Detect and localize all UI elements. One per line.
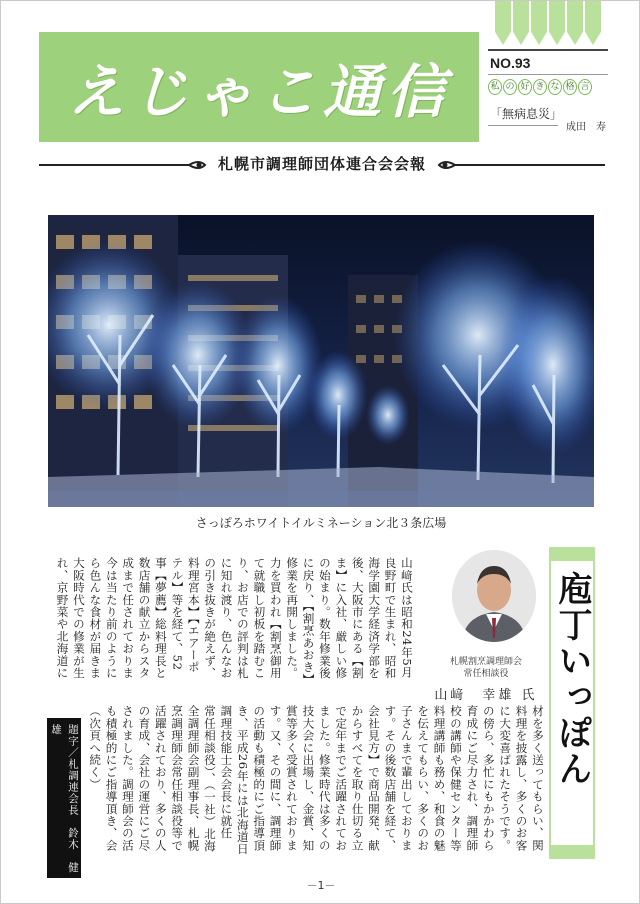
article-column: の活動も積極的にご指導頂 [252, 705, 267, 852]
article-column: す。又、その間に、調理師 [268, 705, 283, 852]
article-column: テル】等を経て、52 [170, 557, 185, 671]
article-column: 材を多く送ってもらい、関 [530, 705, 545, 852]
profile-portrait [452, 550, 536, 642]
issue-divider [488, 49, 608, 51]
article-column: 育成にご尽力され、調理師 [465, 705, 480, 852]
article-column: 技大会に出場し、金賞、知 [301, 705, 316, 852]
series-top-bar [551, 549, 593, 561]
profile-role-line: 常任相談役 [463, 669, 509, 679]
motto-heading [488, 79, 608, 95]
article-column: 山﨑氏は昭和24年5月 [399, 557, 414, 679]
motto-heading-char: き [533, 79, 547, 95]
profile-role [421, 656, 551, 680]
masthead-banner [39, 32, 479, 142]
article-column: 子さんまで輩出しておりま [399, 705, 414, 852]
article-column: 校の講師や保健センター等 [448, 705, 463, 852]
issue-number: NO.93 [490, 55, 531, 71]
article-column: ら色んな食材が届きま [88, 557, 103, 679]
article-column: されました。調理師会の活 [120, 705, 135, 852]
illumination-photo [48, 215, 594, 507]
organization-name: 札幌市調理師団体連合会会報 [217, 155, 426, 173]
article-column: 事【夢薦】総料理長と [153, 557, 168, 679]
article-column: の始まり。数年修業後 [317, 557, 332, 679]
issue-rule [488, 74, 608, 75]
issue-box [488, 49, 608, 141]
page-number: －1－ [306, 879, 336, 892]
profile-role-line: 札幌割烹調理師会 [449, 657, 522, 667]
article-column: に戻り、【割烹あおき】 [301, 557, 316, 680]
article-column: 料理宮本】【エアーポ [186, 557, 201, 674]
motto-heading-char: 格 [563, 79, 577, 95]
newsletter-title: えじゃこ通信 [66, 58, 451, 126]
article-column: 烹調理師会常任相談役等で [170, 705, 185, 852]
motto-heading-char: な [548, 79, 562, 95]
left-flourish-ornament [39, 159, 209, 171]
article-column: ま】に入社、厳しい修 [334, 557, 349, 679]
article-column: 成まで任されておりま [121, 557, 136, 679]
article-column: （次頁へ続く） [88, 705, 103, 791]
article-column: 数店舗の献立からスタ [137, 557, 152, 679]
article-column: を伝えてもらい、多くのお [416, 705, 431, 852]
article-column: 良野町で生まれ、昭和 [383, 557, 398, 679]
article-column: 料理を披露し、多くのお客 [514, 705, 529, 852]
article-column: 海学園大学経済学部を [367, 557, 382, 679]
article-column: き、平成26年には北海道日 [235, 705, 250, 856]
article-column: 活躍されており、多くの人 [153, 705, 168, 852]
article-column: 料理講師も務め、和食の魅 [432, 705, 447, 852]
right-flourish-ornament [435, 159, 605, 171]
series-bottom-bar [551, 845, 593, 857]
series-title-box [549, 547, 595, 859]
motto-heading-char: 言 [578, 79, 592, 95]
motto-heading-char: の [503, 79, 517, 95]
article-column: て就職し初板を踏むこ [252, 557, 267, 679]
article-column: 全調理師会副理事長、札幌 [186, 705, 201, 852]
article-column: 常任相談役）、（一社）北海 [202, 705, 217, 852]
article-column: に大変喜ばれたそうです。 [498, 705, 513, 852]
motto-heading-char: 好 [518, 79, 532, 95]
article-column: からすべてを取り仕切る立 [350, 705, 365, 852]
article-column: の引き抜きが絶えず、 [203, 557, 218, 679]
article-column: 今は当たり前のように [104, 557, 119, 679]
article-column: 賞等多く受賞されておりま [284, 705, 299, 852]
photo-caption: さっぽろホワイトイルミネーション北３条広場 [195, 516, 447, 530]
article-column: 大阪時代での修業が生 [71, 557, 86, 679]
pennant-decoration [493, 1, 605, 45]
article-column: れ、京野菜や北海道に [55, 557, 70, 679]
article-column: の傍ら、多忙にもかかわら [481, 705, 496, 852]
article-column: 調理技能士会会長に就任 [219, 705, 234, 840]
motto-heading-char: 私 [488, 79, 502, 95]
title-credit: 題字／札調連会長 鈴木 健雄 [47, 718, 81, 878]
article-column: の育成、会社の運営にご尽 [137, 705, 152, 852]
motto-underline [488, 125, 558, 126]
article-column: 修業を再開しました。 [285, 557, 300, 679]
article-column: ました。修業時代は多くの [317, 705, 332, 852]
article-column: に知れ渡り、色んなお [219, 557, 234, 679]
article-column: で定年までご活躍されてお [334, 705, 349, 852]
article-column: 力を買われ【割烹御用 [268, 557, 283, 679]
article-column: す。その後数店舗を経て、 [383, 705, 398, 852]
title-credit-box [47, 718, 81, 878]
article-column: 会社見方】で商品開発、献 [366, 705, 381, 852]
organization-band [39, 149, 605, 179]
series-title: 庖丁いっぽん [552, 571, 592, 787]
article-column: り、お店での評判は札 [235, 557, 250, 679]
article-column: も積極的にご指導頂き、会 [104, 705, 119, 852]
motto-author: 成田 寿 [566, 122, 606, 133]
profile-name: 山﨑 幸雄 氏 [434, 688, 538, 703]
motto-text: 「無病息災」 [490, 107, 563, 121]
article-column: 後、大阪市にある【割 [350, 557, 365, 679]
